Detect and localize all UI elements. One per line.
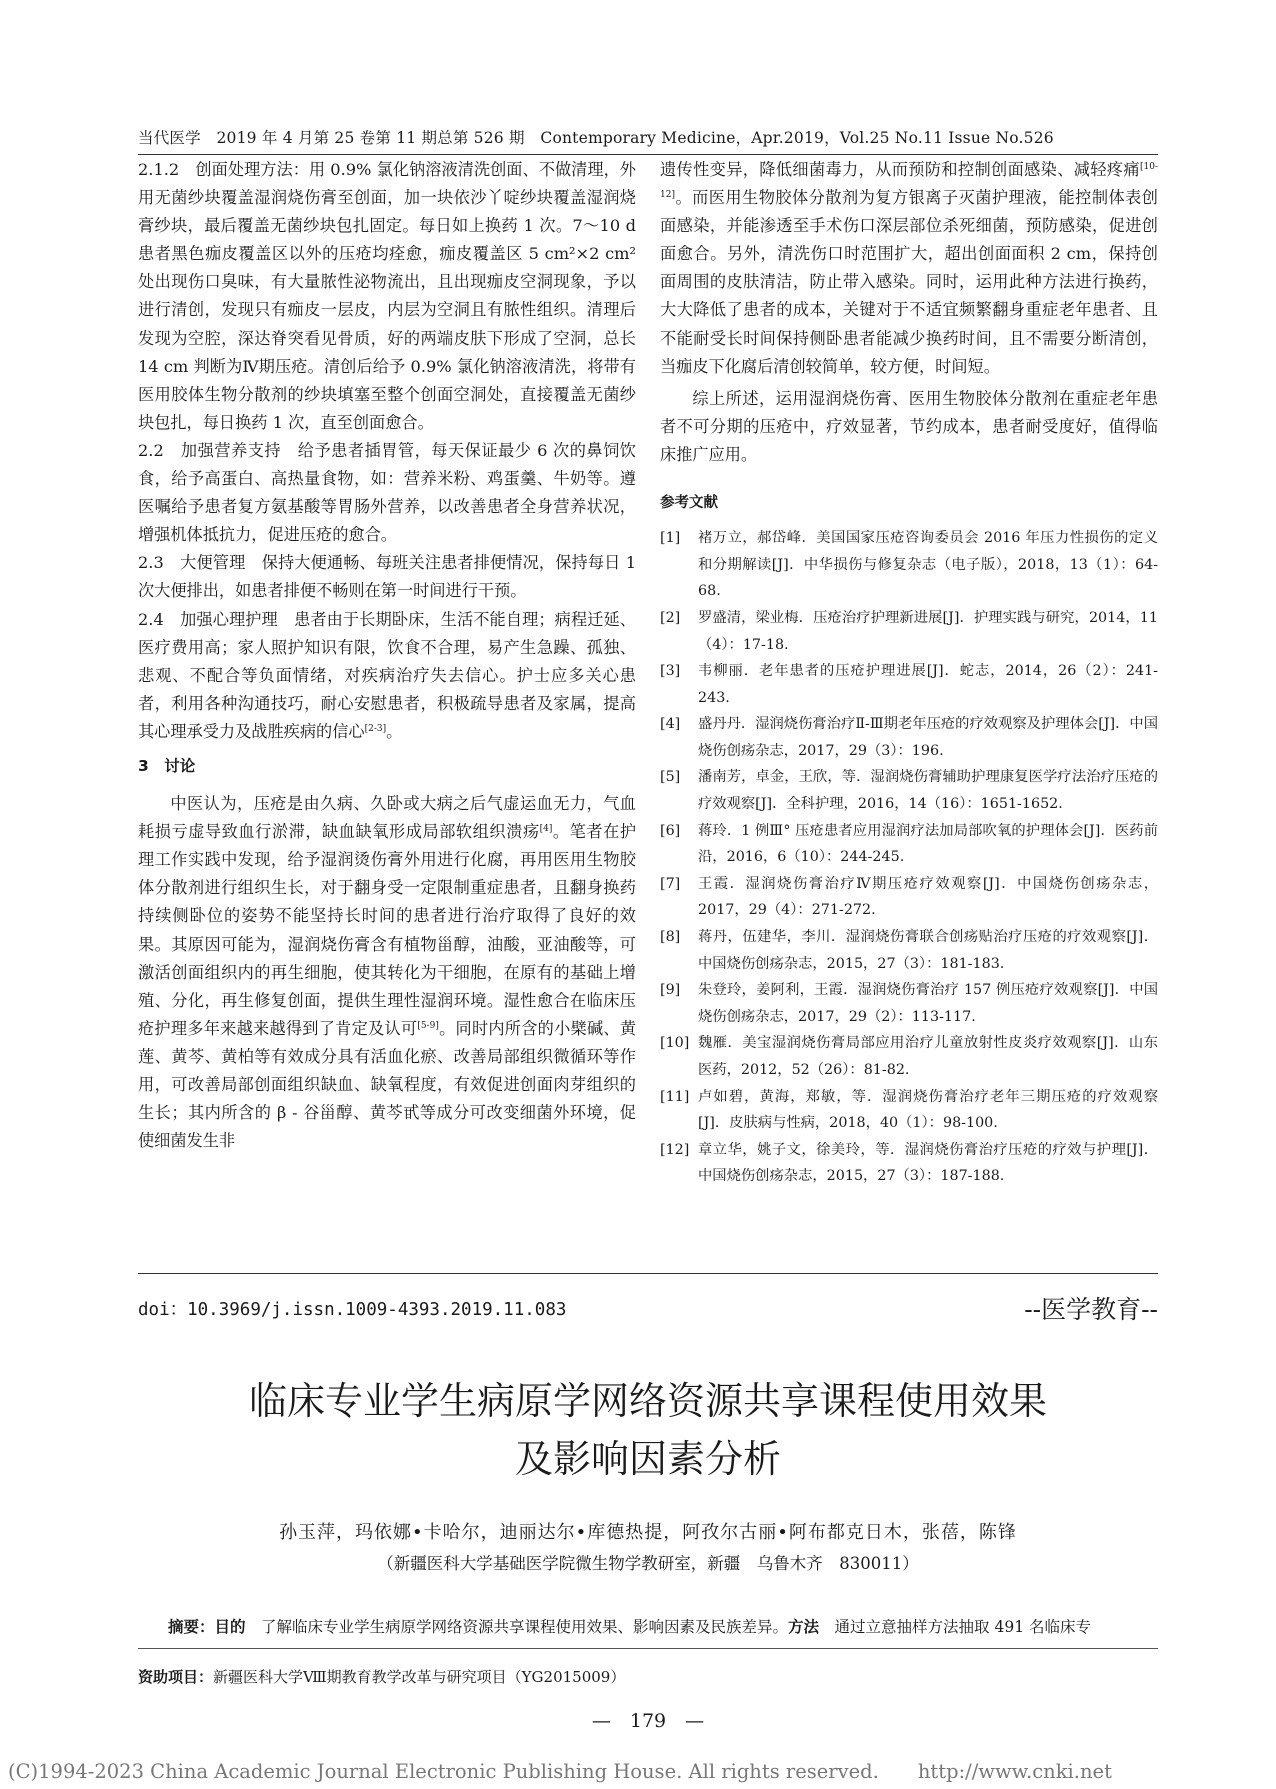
abstract-label: 摘要：目的 <box>168 1618 246 1636</box>
funding-label: 资助项目： <box>138 1668 214 1686</box>
reference-text: 褚万立，郝岱峰．美国国家压疮咨询委员会 2016 年压力性损伤的定义和分期解读[J]．中华损伤与修复杂志（电子版），2018，13（1）：64-68. <box>698 530 1158 600</box>
title-line-1: 临床专业学生病原学网络资源共享课程使用效果 <box>248 1379 1047 1423</box>
doi: doi：10.3969/j.issn.1009-4393.2019.11.083 <box>138 1300 567 1320</box>
left-column <box>138 156 636 1155</box>
discussion-text-c: 。同时内所含的小檗碱、黄莲、黄芩、黄柏等有效成分具有活血化瘀、改善局部组织微循环等作用，可改善局部创面组织缺血、缺氧程度，有效促进创面肉芽组织的生长；其内所含的 β - 谷甾醇、黄芩甙等成分可改变细菌外环境，促使细菌发生非 <box>138 1018 637 1151</box>
reference-text: 韦柳丽．老年患者的压疮护理进展[J]．蛇志，2014，26（2）：241-243. <box>698 663 1158 706</box>
header-rule <box>138 154 1158 155</box>
reference-number: [12] <box>660 1141 690 1158</box>
abstract-label-method: 方法 <box>788 1618 820 1636</box>
reference-number: [11] <box>660 1088 690 1105</box>
reference-number: [8] <box>660 929 681 946</box>
discussion-text-b: 。笔者在护理工作实践中发现，给予湿润烫伤膏外用进行化腐，再用医用生物胶体分散剂进行组织生长，对于翻身受一定限制重症患者，且翻身换药持续侧卧位的姿势不能坚持长时间的患者进行治疗取得了良好的效果。其原因可能为，湿润烧伤膏含有植物甾醇，油酸，亚油酸等，可激活创面组织内的再生细胞，使其转化为干细胞，在原有的基础上增殖、分化，再生修复创面，提供生理性湿润环境。湿性愈合在临床压疮护理多年来越来越得到了肯定及认可 <box>138 822 637 1038</box>
footnote-rule <box>138 1648 1158 1649</box>
reference-number: [1] <box>660 530 681 547</box>
reference-text: 卢如碧，黄海，郑敏，等．湿润烧伤膏治疗老年三期压疮的疗效观察[J]．皮肤病与性病，2018，40（1）：98-100. <box>698 1088 1158 1132</box>
funding-text: 新疆医科大学Ⅷ期教育教学改革与研究项目（YG2015009） <box>213 1668 626 1686</box>
reference-item <box>660 1137 1158 1190</box>
reference-item <box>660 924 1158 977</box>
reference-text: 朱登玲，姜阿利，王霞．湿润烧伤膏治疗 157 例压疮疗效观察[J]．中国烧伤创疡杂志，2017，29（2）：113-117. <box>698 982 1158 1025</box>
column-tag: --医学教育-- <box>1024 1295 1158 1324</box>
reference-item <box>660 818 1158 871</box>
reference-item <box>660 871 1158 924</box>
citation: [2-3] <box>364 723 387 734</box>
reference-item <box>660 1084 1158 1137</box>
reference-text: 潘南芳，卓金，王欣，等．湿润烧伤膏辅助护理康复医学疗法治疗压疮的疗效观察[J]．全科护理，2016，14（16）：1651-1652. <box>698 769 1158 813</box>
reference-number: [9] <box>660 982 681 999</box>
article-title <box>138 1372 1158 1488</box>
reference-number: [10] <box>660 1035 690 1052</box>
copyright-line: (C)1994-2023 China Academic Journal Electronic Publishing House. All rights reserved. http://www.cnki.net <box>8 1760 1112 1783</box>
para-discussion <box>138 790 636 1155</box>
reference-list <box>660 525 1158 1190</box>
reference-item <box>660 711 1158 764</box>
reference-item <box>660 1030 1158 1083</box>
citation: [5-9] <box>417 1020 439 1031</box>
abstract-text-1: 了解临床专业学生病原学网络资源共享课程使用效果、影响因素及民族差异。 <box>245 1618 789 1636</box>
para-2-2: 2.2 加强营养支持 给予患者插胃管，每天保证最少 6 次的鼻饲饮食，给予高蛋白、高热量食物，如：营养米粉、鸡蛋羹、牛奶等。遵医嘱给予患者复方氨基酸等胃肠外营养，以改善患者全身营养状况，增强机体抵抗力，促进压疮的愈合。 <box>138 440 636 545</box>
running-header: 当代医学 2019 年 4 月第 25 卷第 11 期总第 526 期 Contemporary Medicine，Apr.2019，Vol.25 No.11 Issue No.526 <box>138 129 1054 147</box>
right-column <box>660 156 1158 1190</box>
reference-text: 蒋玲．1 例Ⅲ° 压疮患者应用湿润疗法加局部吹氧的护理体会[J]．医药前沿，2016，6（10）：244-245. <box>698 822 1158 866</box>
reference-item <box>660 605 1158 658</box>
para-2-3: 2.3 大便管理 保持大便通畅、每班关注患者排便情况，保持每日 1 次大便排出，如患者排便不畅则在第一时间进行干预。 <box>138 553 636 601</box>
para-continued <box>660 156 1158 381</box>
article-divider <box>138 1273 1158 1274</box>
reference-item <box>660 764 1158 817</box>
page-number: — 179 — <box>591 1710 705 1732</box>
para-2-4 <box>138 606 636 746</box>
reference-number: [2] <box>660 609 681 626</box>
references-heading: 参考文献 <box>660 495 718 512</box>
affiliation: （新疆医科大学基础医学院微生物学教研室，新疆 乌鲁木齐 830011） <box>377 1554 919 1573</box>
reference-item <box>660 525 1158 605</box>
reference-text: 蒋丹，伍建华，李川．湿润烧伤膏联合创疡贴治疗压疮的疗效观察[J]．中国烧伤创疡杂志，2015，27（3）：181-183. <box>698 929 1158 972</box>
reference-number: [5] <box>660 769 681 786</box>
para-2-4-end: 。 <box>386 721 403 741</box>
reference-number: [4] <box>660 716 681 733</box>
funding-note <box>138 1666 625 1687</box>
continued-text-b: 。而医用生物胶体分散剂为复方银离子灭菌护理液，能控制体表创面感染，并能渗透至手术伤口深层部位杀死细菌，预防感染，促进创面愈合。另外，清洗伤口时范围扩大，超出创面面积 2 cm，保持创面周围的皮肤清洁，防止带入感染。同时，运用此种方法进行换药，大大降低了患者的成本，关键对于不适宜频繁翻身重症老年患者、且不能耐受长时间保持侧卧患者能减少换药时间，且不需要分断清创，当痂皮下化腐后清创较简单，较方便，时间短。 <box>660 188 1158 376</box>
authors: 孙玉萍，玛依娜•卡哈尔，迪丽达尔•库德热提，阿孜尔古丽•阿布都克日木，张蓓，陈锋 <box>279 1522 1017 1543</box>
reference-item <box>660 977 1158 1030</box>
reference-text: 盛丹丹．湿润烧伤膏治疗Ⅱ-Ⅲ期老年压疮的疗效观察及护理体会[J]．中国烧伤创疡杂志，2017，29（3）：196. <box>698 716 1158 759</box>
abstract <box>168 1615 1158 1637</box>
para-2-4-text: 2.4 加强心理护理 患者由于长期卧床，生活不能自理；病程迁延、医疗费用高；家人照护知识有限，饮食不合理，易产生急躁、孤独、悲观、不配合等负面情绪，对疾病治疗失去信心。护士应多关心患者，利用各种沟通技巧，耐心安慰患者，积极疏导患者及家属，提高其心理承受力及战胜疾病的信心 <box>138 609 636 741</box>
continued-text-a: 遗传性变异，降低细菌毒力，从而预防和控制创面感染、减轻疼痛 <box>660 160 1140 179</box>
para-2-1-2: 2.1.2 创面处理方法：用 0.9% 氯化钠溶液清洗创面、不做清理，外用无菌纱块覆盖湿润烧伤膏至创面，加一块依沙丫啶纱块覆盖湿润烧膏纱块，最后覆盖无菌纱块包扎固定。每日如上换药 1 次。7～10 d 患者黑色痂皮覆盖区以外的压疮均痊愈，痂皮覆盖区 5 cm²×2 cm² 处出现伤口臭味，有大量脓性泌物流出，且出现痂皮空洞现象，予以进行清创，发现只有痂皮一层皮，内层为空洞且有脓性组织。清理后发现为空腔，深达脊突看见骨质，好的两端皮肤下形成了空洞，总长 14 cm 判断为Ⅳ期压疮。清创后给予 0.9% 氯化钠溶液清洗，将带有医用胶体生物分散剂的纱块填塞至整个创面空洞处，直接覆盖无菌纱块包扎，每日换药 1 次，直至创面愈合。 <box>138 160 636 432</box>
reference-number: [3] <box>660 663 681 680</box>
reference-text: 王霞．湿润烧伤膏治疗Ⅳ期压疮疗效观察[J]．中国烧伤创疡杂志，2017，29（4）：271-272. <box>698 875 1158 919</box>
reference-text: 罗盛清，梁业梅．压疮治疗护理新进展[J]．护理实践与研究，2014，11（4）：17-18. <box>698 609 1158 653</box>
citation: [10-12] <box>660 162 1158 201</box>
reference-number: [6] <box>660 822 681 839</box>
reference-text: 魏雁．美宝湿润烧伤膏局部应用治疗儿童放射性皮炎疗效观察[J]．山东医药，2012，52（26）：81-82. <box>698 1035 1158 1078</box>
discussion-text-a: 中医认为，压疮是由久病、久卧或大病之后气虚运血无力，气血耗损亏虚导致血行淤滞，缺血缺氧形成局部软组织溃疡 <box>138 794 636 842</box>
title-line-2: 及影响因素分析 <box>514 1437 781 1481</box>
citation: [4] <box>539 824 553 835</box>
reference-text: 章立华，姚子文，徐美玲，等．湿润烧伤膏治疗压疮的疗效与护理[J]．中国烧伤创疡杂志，2015，27（3）：187-188. <box>698 1141 1158 1185</box>
section-heading-discussion: 3 讨论 <box>138 756 196 775</box>
para-conclusion: 综上所述，运用湿润烧伤膏、医用生物胶体分散剂在重症老年患者不可分期的压疮中，疗效显著，节约成本，患者耐受度好，值得临床推广应用。 <box>660 388 1158 464</box>
abstract-text-2: 通过立意抽样方法抽取 491 名临床专 <box>819 1618 1091 1636</box>
reference-item <box>660 658 1158 711</box>
reference-number: [7] <box>660 875 681 892</box>
